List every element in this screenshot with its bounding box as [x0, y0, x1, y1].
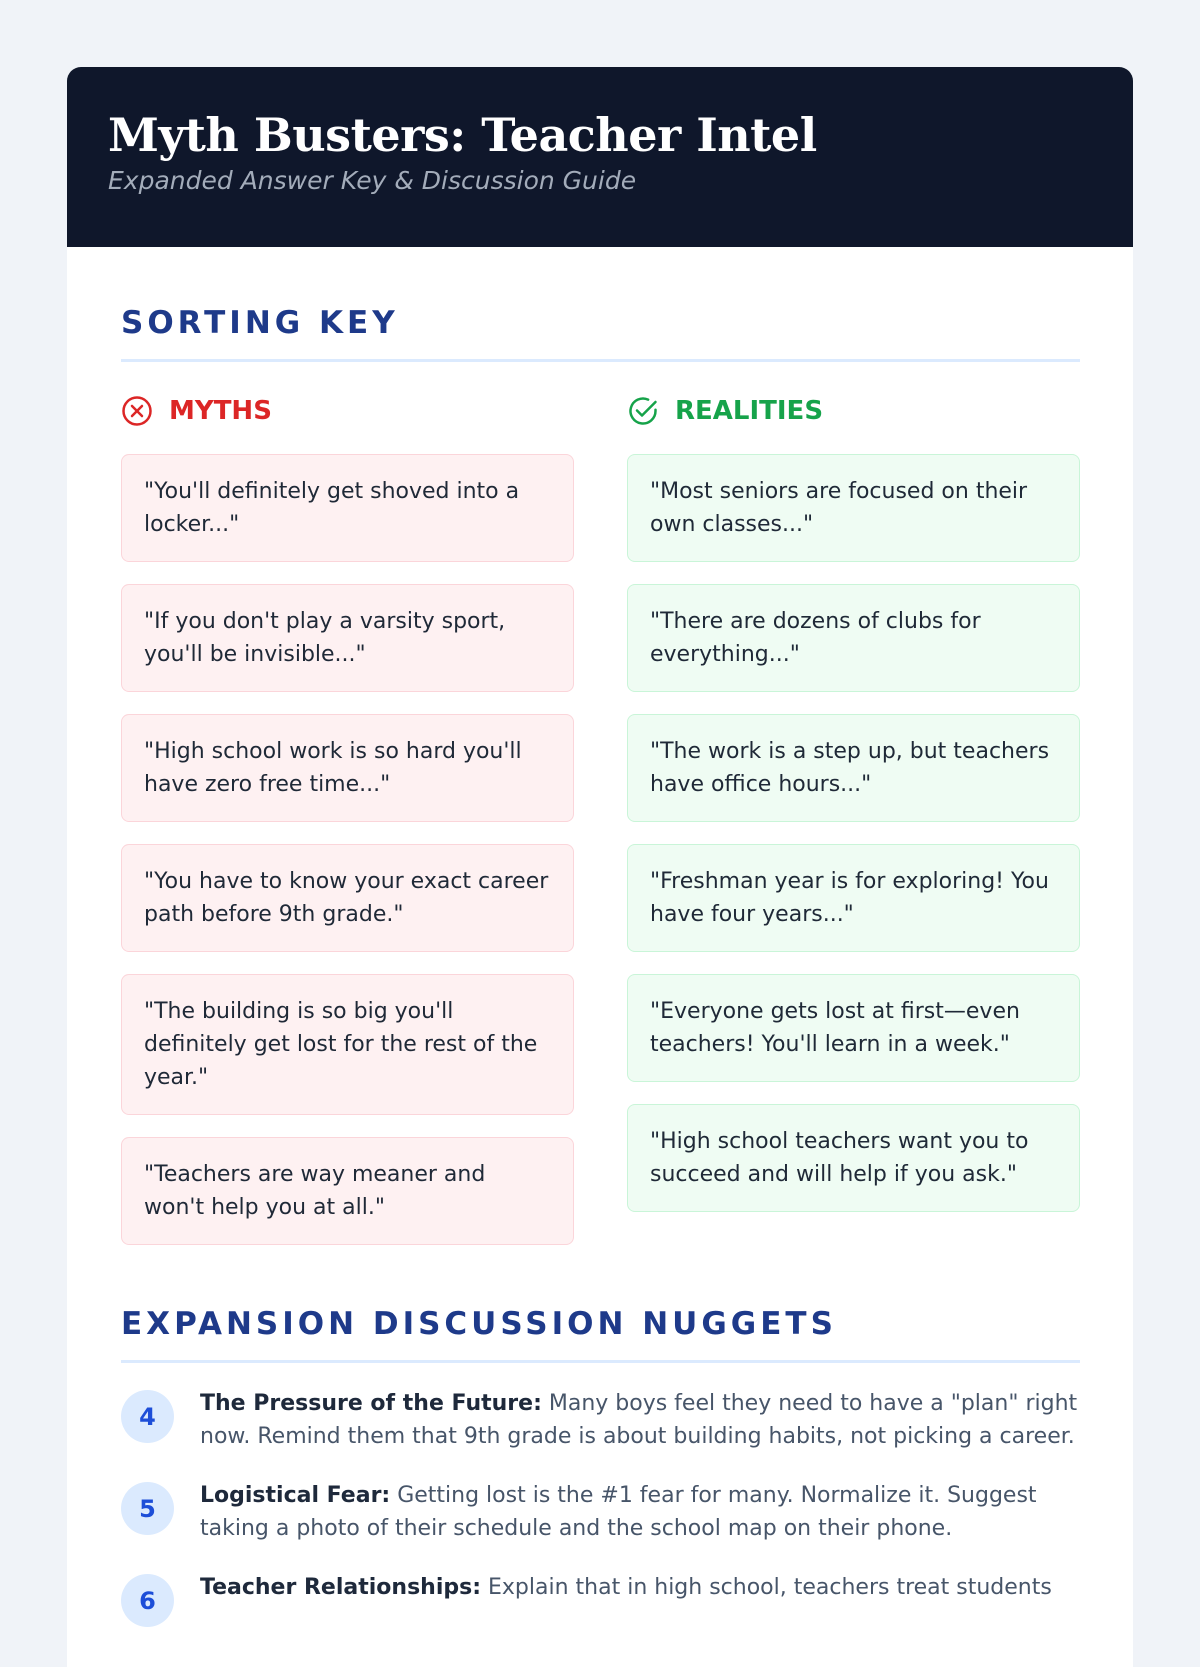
nugget-lead: The Pressure of the Future: — [200, 1391, 542, 1416]
nugget-body: Getting lost is the #1 fear for many. Normalize it. Suggest taking a photo of their schedule and the school map on their phone. — [200, 1483, 1037, 1541]
reality-card: "Freshman year is for exploring! You have four years..." — [627, 844, 1080, 952]
x-circle-icon — [121, 395, 153, 427]
nuggets-heading: EXPANSION DISCUSSION NUGGETS — [121, 1305, 1080, 1363]
reality-card: "The work is a step up, but teachers have office hours..." — [627, 714, 1080, 822]
nugget-number-badge: 6 — [121, 1574, 174, 1627]
sorting-columns — [121, 394, 1080, 1267]
reality-card: "There are dozens of clubs for everything..." — [627, 584, 1080, 692]
guide-card — [67, 67, 1133, 1667]
nuggets-list — [121, 1387, 1080, 1627]
myths-label: MYTHS — [169, 396, 272, 426]
myth-card: "You have to know your exact career path before 9th grade." — [121, 844, 574, 952]
list-item — [121, 1479, 1080, 1545]
list-item — [121, 1387, 1080, 1453]
nugget-lead: Teacher Relationships: — [200, 1575, 482, 1600]
myth-card: "The building is so big you'll definitely get lost for the rest of the year." — [121, 974, 574, 1115]
list-item — [121, 1571, 1080, 1627]
realities-label: REALITIES — [675, 396, 824, 426]
reality-card: "Everyone gets lost at first—even teachers! You'll learn in a week." — [627, 974, 1080, 1082]
myths-column — [121, 394, 574, 1267]
check-circle-icon — [627, 395, 659, 427]
sorting-key-heading: SORTING KEY — [121, 304, 1080, 362]
nugget-text — [200, 1387, 1080, 1453]
nugget-body: Explain that in high school, teachers treat students — [481, 1575, 1052, 1600]
myths-header — [121, 394, 574, 428]
myth-card: "You'll definitely get shoved into a locker..." — [121, 454, 574, 562]
realities-column — [627, 394, 1080, 1267]
header-banner — [67, 67, 1133, 247]
myth-card: "High school work is so hard you'll have zero free time..." — [121, 714, 574, 822]
page-subtitle: Expanded Answer Key & Discussion Guide — [108, 166, 637, 195]
realities-header — [627, 394, 1080, 428]
nugget-text — [200, 1571, 1052, 1604]
nugget-lead: Logistical Fear: — [200, 1483, 391, 1508]
nugget-text — [200, 1479, 1080, 1545]
myth-card: "If you don't play a varsity sport, you'll be invisible..." — [121, 584, 574, 692]
content-body — [67, 304, 1133, 1627]
nugget-body: Many boys feel they need to have a "plan" right now. Remind them that 9th grade is about building habits, not picking a career. — [200, 1391, 1078, 1449]
nugget-number-badge: 5 — [121, 1482, 174, 1535]
myth-card: "Teachers are way meaner and won't help you at all." — [121, 1137, 574, 1245]
nugget-number-badge: 4 — [121, 1390, 174, 1443]
reality-card: "Most seniors are focused on their own classes..." — [627, 454, 1080, 562]
reality-card: "High school teachers want you to succeed and will help if you ask." — [627, 1104, 1080, 1212]
page-title: Myth Busters: Teacher Intel — [108, 108, 817, 162]
